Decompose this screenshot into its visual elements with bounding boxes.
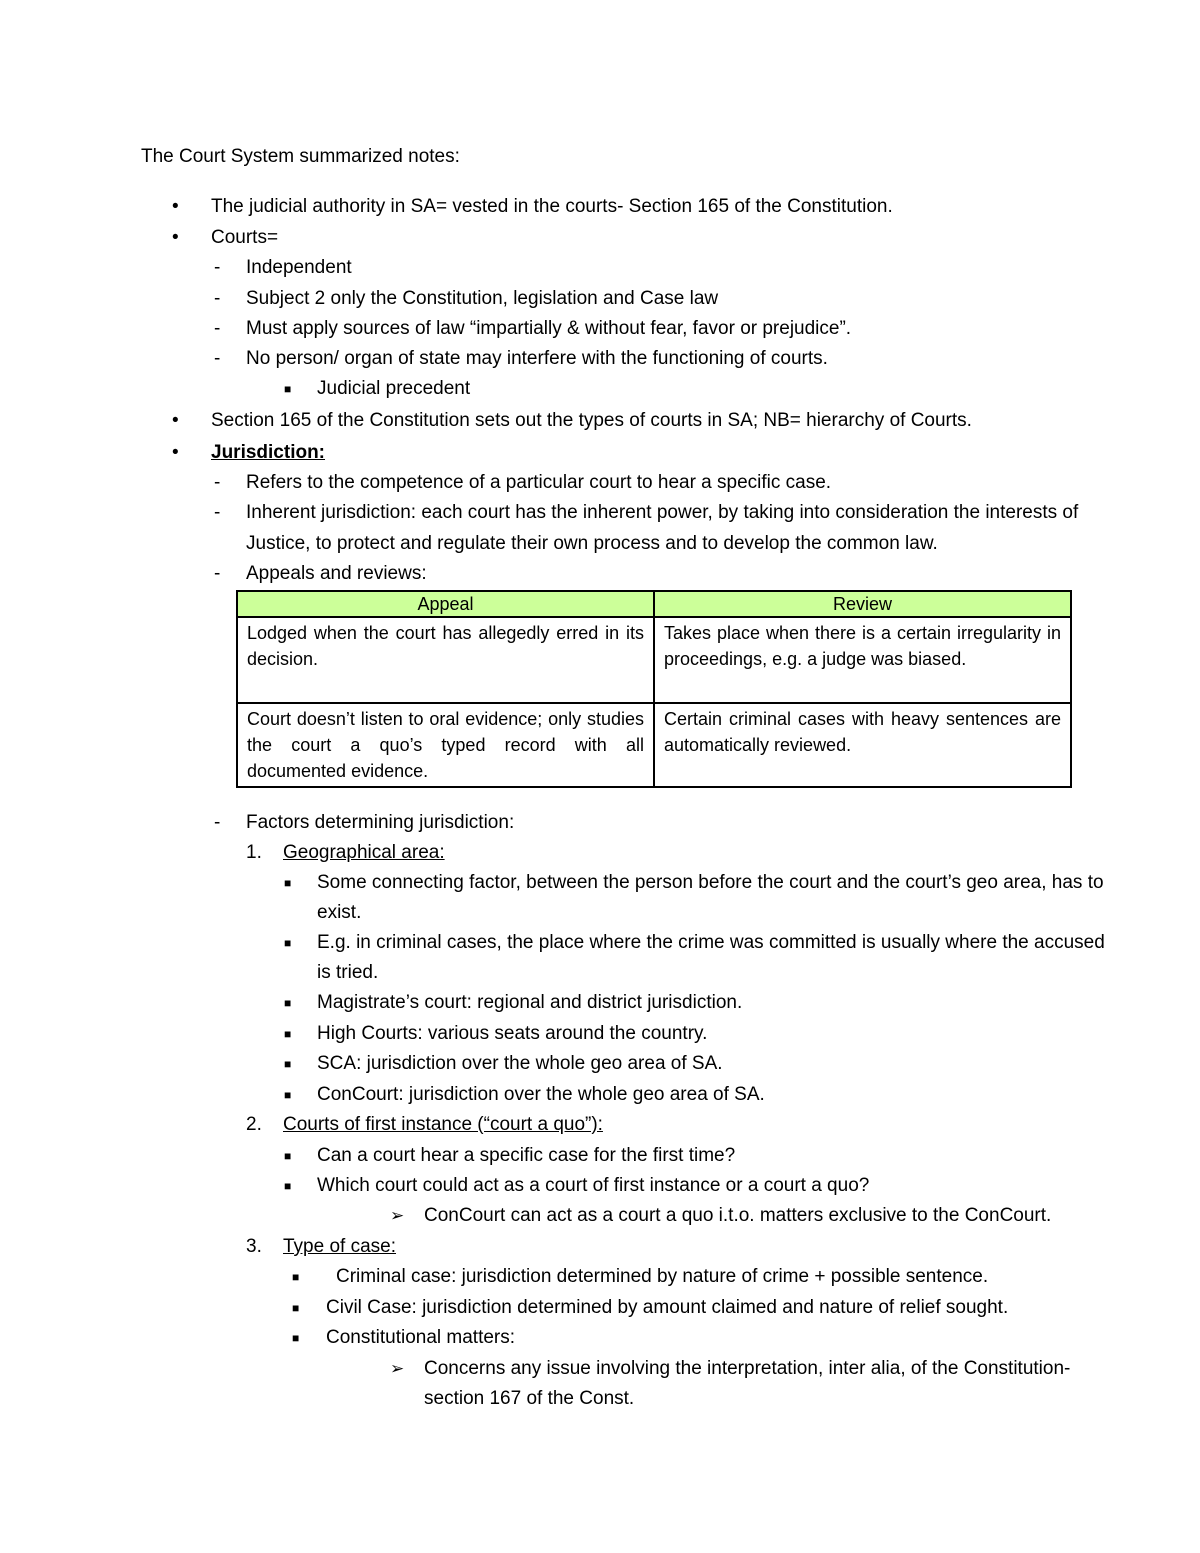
list-item: Criminal case: jurisdiction determined by nature of crime + possible sentence.: [336, 1266, 989, 1287]
list-item: E.g. in criminal cases, the place where the crime was committed is usually where the accused: [317, 932, 1105, 953]
list-number: 3.: [246, 1236, 262, 1257]
section-heading: Jurisdiction:: [211, 442, 326, 463]
square-bullet-icon: ■: [284, 1027, 292, 1041]
list-item: ConCourt can act as a court a quo i.t.o. matters exclusive to the ConCourt.: [424, 1205, 1052, 1226]
bullet-dot-icon: •: [172, 410, 179, 431]
subsection-heading: Type of case:: [283, 1236, 397, 1257]
list-item: Must apply sources of law “impartially & without fear, favor or prejudice”.: [246, 318, 852, 339]
dash-icon: -: [214, 472, 221, 493]
square-bullet-icon: ■: [284, 1088, 292, 1102]
list-item-continuation: section 167 of the Const.: [424, 1388, 635, 1409]
list-number: 2.: [246, 1114, 262, 1135]
subsection-heading: Geographical area:: [283, 842, 445, 863]
list-item: Subject 2 only the Constitution, legislation and Case law: [246, 288, 719, 309]
dash-icon: -: [214, 288, 221, 309]
table-header-row: [237, 591, 1071, 617]
table-row: [237, 617, 1071, 703]
list-item: Judicial precedent: [317, 378, 471, 399]
list-item: Independent: [246, 257, 352, 278]
arrow-bullet-icon: ➢: [390, 1206, 405, 1225]
list-item: Concerns any issue involving the interpretation, inter alia, of the Constitution-: [424, 1358, 1071, 1379]
list-item: No person/ organ of state may interfere with the functioning of courts.: [246, 348, 828, 369]
list-item: Refers to the competence of a particular court to hear a specific case.: [246, 472, 832, 493]
dash-icon: -: [214, 257, 221, 278]
bullet-dot-icon: •: [172, 227, 179, 248]
subsection-heading: Courts of first instance (“court a quo”):: [283, 1114, 603, 1135]
list-item: Magistrate’s court: regional and district jurisdiction.: [317, 992, 743, 1013]
dash-icon: -: [214, 318, 221, 339]
square-bullet-icon: ■: [284, 876, 292, 890]
list-item: High Courts: various seats around the country.: [317, 1023, 708, 1044]
dash-icon: -: [214, 812, 221, 833]
square-bullet-icon: ■: [284, 1179, 292, 1193]
square-bullet-icon: ■: [284, 1149, 292, 1163]
list-item: Constitutional matters:: [326, 1327, 516, 1348]
list-number: 1.: [246, 842, 262, 863]
bullet-dot-icon: •: [172, 442, 179, 463]
table-row: [237, 703, 1071, 787]
list-item: Appeals and reviews:: [246, 563, 427, 584]
square-bullet-icon: ■: [284, 1057, 292, 1071]
list-item: Courts=: [211, 227, 279, 248]
square-bullet-icon: ■: [284, 996, 292, 1010]
list-item: Can a court hear a specific case for the first time?: [317, 1145, 736, 1166]
square-bullet-icon: ■: [292, 1301, 300, 1315]
list-item: Section 165 of the Constitution sets out the types of courts in SA; NB= hierarchy of Courts.: [211, 410, 972, 431]
table-header-cell: Review: [654, 591, 1071, 617]
table-cell: Lodged when the court has allegedly erred in its decision.: [237, 617, 654, 703]
dash-icon: -: [214, 502, 221, 523]
table-header-cell: Appeal: [237, 591, 654, 617]
list-item: Factors determining jurisdiction:: [246, 812, 515, 833]
list-item-continuation: exist.: [317, 902, 362, 923]
list-item: Some connecting factor, between the person before the court and the court’s geo area, has to: [317, 872, 1104, 893]
table-cell: Takes place when there is a certain irregularity in proceedings, e.g. a judge was biased.: [654, 617, 1071, 703]
table-cell: Certain criminal cases with heavy sentences are automatically reviewed.: [654, 703, 1071, 787]
list-item: SCA: jurisdiction over the whole geo area of SA.: [317, 1053, 723, 1074]
square-bullet-icon: ■: [284, 382, 292, 396]
list-item-continuation: is tried.: [317, 962, 379, 983]
appeal-review-table: [236, 590, 1072, 788]
dash-icon: -: [214, 348, 221, 369]
arrow-bullet-icon: ➢: [390, 1359, 405, 1378]
list-item: Which court could act as a court of first instance or a court a quo?: [317, 1175, 870, 1196]
list-item: ConCourt: jurisdiction over the whole geo area of SA.: [317, 1084, 765, 1105]
square-bullet-icon: ■: [292, 1270, 300, 1284]
list-item: The judicial authority in SA= vested in the courts- Section 165 of the Constitution.: [211, 196, 893, 217]
list-item: Civil Case: jurisdiction determined by amount claimed and nature of relief sought.: [326, 1297, 1009, 1318]
square-bullet-icon: ■: [284, 936, 292, 950]
list-item-continuation: Justice, to protect and regulate their own process and to develop the common law.: [246, 533, 938, 554]
page-title: The Court System summarized notes:: [141, 146, 460, 167]
table-cell: Court doesn’t listen to oral evidence; only studies the court a quo’s typed record with all documented evidence.: [237, 703, 654, 787]
dash-icon: -: [214, 563, 221, 584]
bullet-dot-icon: •: [172, 196, 179, 217]
square-bullet-icon: ■: [292, 1331, 300, 1345]
list-item: Inherent jurisdiction: each court has the inherent power, by taking into consideration the interests of: [246, 502, 1079, 523]
